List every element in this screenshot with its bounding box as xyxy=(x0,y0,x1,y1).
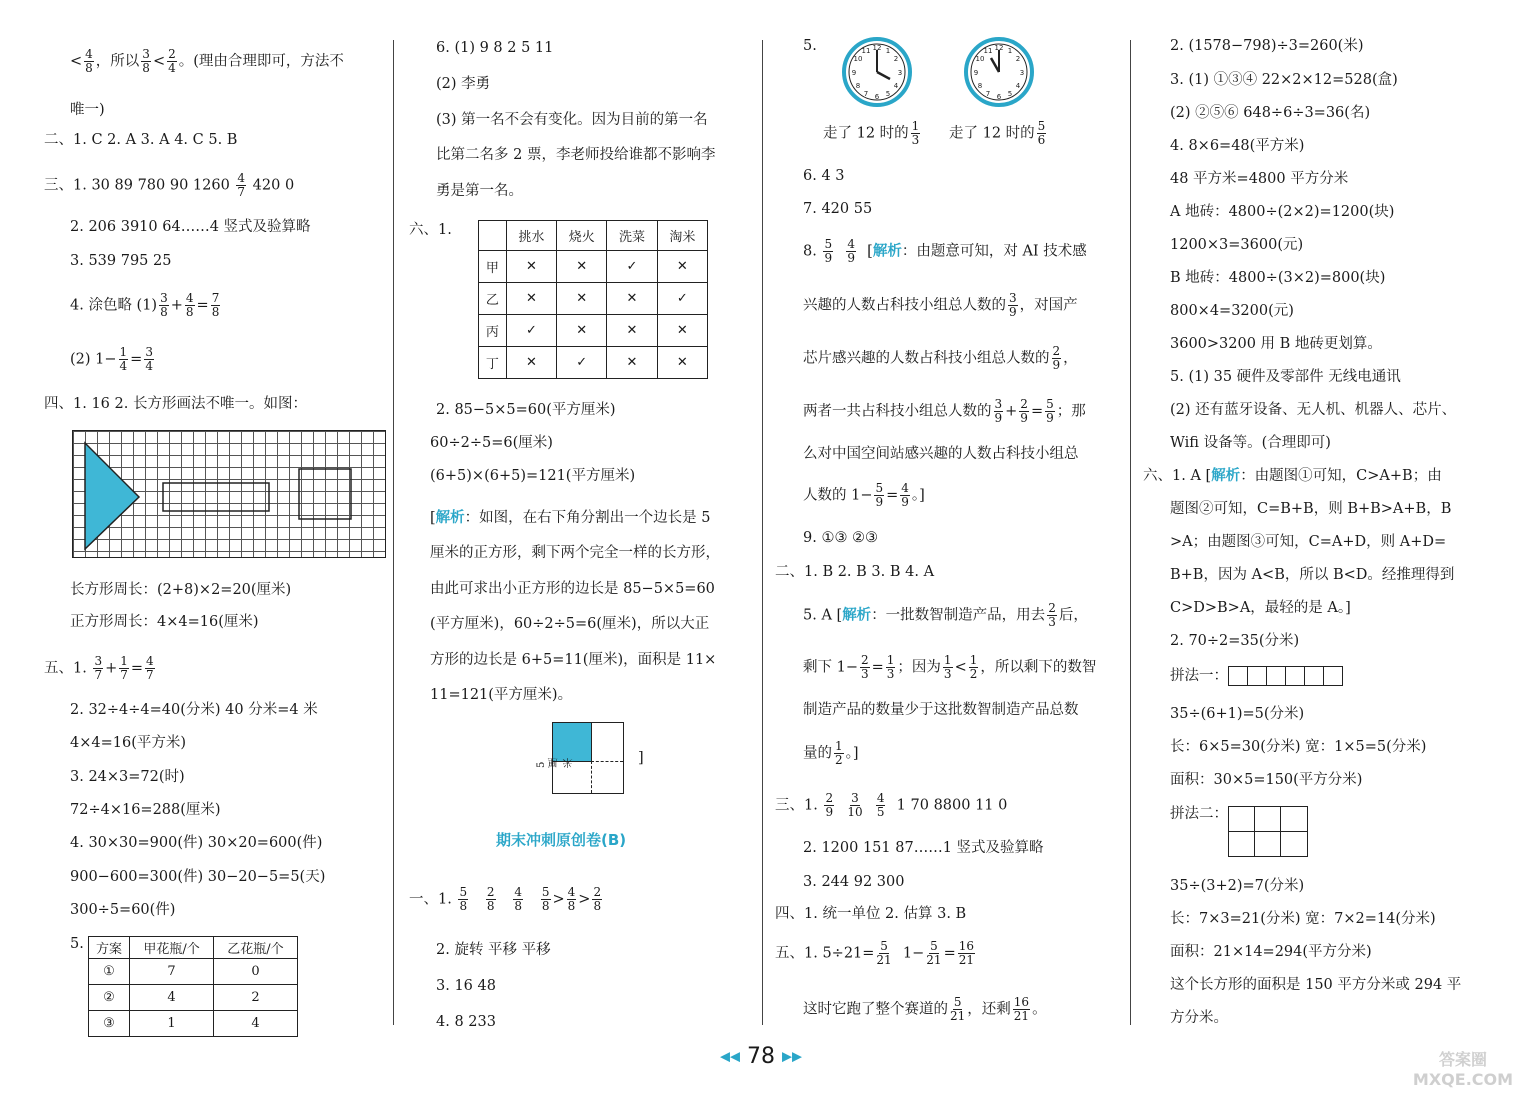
answer-line: 3. 24×3=72(时) xyxy=(70,769,185,785)
svg-text:3: 3 xyxy=(897,69,903,77)
answer-line: 5. xyxy=(70,936,84,952)
answer-line: 4×4=16(平方米) xyxy=(70,735,187,751)
clock-icon xyxy=(841,36,913,108)
svg-text:1: 1 xyxy=(1007,47,1013,55)
answer-line: 这个长方形的面积是 150 平方分米或 294 平 xyxy=(1170,977,1462,993)
answer-line: 11=121(平方厘米)。 xyxy=(430,687,573,703)
answer-line: 方形的边长是 6+5=11(厘米)，面积是 11× xyxy=(430,652,717,668)
chore-table: 挑水 烧火 洗菜 淘米 甲 ✕ ✕ ✓ ✕ 乙 ✕ ✕ ✕ ✓ 丙 ✓ ✕ ✕ ✕ 丁 ✕ ✓ ✕ ✕ xyxy=(478,220,708,379)
answer-line: 二、1. B 2. B 3. B 4. A xyxy=(775,564,935,580)
column-divider xyxy=(393,40,394,1025)
answer-line: (平方厘米)，60÷2÷5=6(厘米)，所以大正 xyxy=(430,616,710,632)
answer-line: 3. 539 795 25 xyxy=(70,253,172,269)
answer-line: 2. 旋转 平移 平移 xyxy=(436,942,551,958)
answer-line: (2) 1− $\frac{1}{4}$ = $\frac{3}{4}$ xyxy=(70,345,153,373)
closing-bracket: ] xyxy=(638,750,644,766)
answer-line: Wifi 设备等。(合理即可) xyxy=(1170,435,1331,451)
svg-text:6: 6 xyxy=(996,93,1002,101)
answer-line: 2. 85−5×5=60(平方厘米) xyxy=(436,402,616,418)
plan-table xyxy=(88,936,298,1037)
table-row: 乙 ✕ ✕ ✕ ✓ xyxy=(479,283,708,315)
arrangement-one-figure xyxy=(1228,666,1343,686)
answer-line: 2. (1578−798)÷3=260(米) xyxy=(1170,38,1364,54)
square-shape xyxy=(299,469,351,519)
clock-caption: 走了 12 时的 $\frac{1}{3}$ xyxy=(823,119,920,147)
clock-icon xyxy=(963,36,1035,108)
page-number: 78 xyxy=(747,1044,775,1069)
answer-line: 拼法一： xyxy=(1170,668,1228,684)
table-row: 甲 ✕ ✕ ✓ ✕ xyxy=(479,251,708,283)
svg-text:4: 4 xyxy=(893,82,899,90)
answer-line: 2. 1200 151 87……1 竖式及验算略 xyxy=(803,840,1044,856)
answer-line: B 地砖：4800÷(3×2)=800(块) xyxy=(1170,270,1386,286)
svg-text:12: 12 xyxy=(994,44,1004,52)
svg-text:11: 11 xyxy=(861,47,871,55)
answer-line: 900−600=300(件) 30−20−5=5(天) xyxy=(70,869,326,885)
answer-line: 兴趣的人数占科技小组总人数的 $\frac{3}{9}$ ，对国产 xyxy=(803,291,1078,319)
svg-text:6: 6 xyxy=(874,93,880,101)
answer-line: 1200×3=3600(元) xyxy=(1170,237,1304,253)
answer-line: 五、1. 5÷21= $\frac{5}{21}$ 1− $\frac{5}{21}$ = $\frac{16}{21}$ xyxy=(775,939,975,967)
answer-line: 35÷(6+1)=5(分米) xyxy=(1170,706,1305,722)
svg-text:5: 5 xyxy=(1007,90,1013,98)
answer-line: 2. 206 3910 64……4 竖式及验算略 xyxy=(70,219,311,235)
grid-figure xyxy=(72,430,386,558)
table-header: 乙花瓶/个 xyxy=(214,937,298,959)
answer-line: 4. 8 233 xyxy=(436,1014,496,1030)
table-header: 甲花瓶/个 xyxy=(130,937,214,959)
answer-line: 二、1. C 2. A 3. A 4. C 5. B xyxy=(44,132,238,148)
svg-text:9: 9 xyxy=(851,69,857,77)
answer-line: 9. ①③ ②③ xyxy=(803,530,879,546)
answer-line: 7. 420 55 xyxy=(803,201,873,217)
prev-arrow-icon: ◀◀ xyxy=(720,1049,740,1065)
svg-text:7: 7 xyxy=(985,90,991,98)
clock-caption: 走了 12 时的 $\frac{5}{6}$ xyxy=(949,119,1046,147)
answer-line: 方分米。 xyxy=(1170,1010,1228,1026)
answer-line: 面积：21×14=294(平方分米) xyxy=(1170,944,1372,960)
answer-line: 五、1. $\frac{3}{7}$ + $\frac{1}{7}$ = $\frac{4}{7}$ xyxy=(44,654,154,682)
answer-line: 60÷2÷5=6(厘米) xyxy=(430,435,553,451)
answer-line: 六、1. A [解析：由题图①可知，C>A+B；由 xyxy=(1143,467,1442,484)
answer-line: 8. $\frac{5}{9}$ $\frac{4}{9}$ [解析：由题意可知，对 AI 技术感 xyxy=(803,237,1087,265)
answer-line: 3. (1) ①③④ 22×2×12=528(盒) xyxy=(1170,72,1398,88)
answer-line: 35÷(3+2)=7(分米) xyxy=(1170,878,1305,894)
svg-text:10: 10 xyxy=(975,55,985,63)
answer-line: B+B，因为 A<B，所以 B<D。经推理得到 xyxy=(1170,567,1455,583)
column-divider xyxy=(1130,40,1131,1025)
answer-line: 3. 244 92 300 xyxy=(803,874,905,890)
svg-text:8: 8 xyxy=(855,82,861,90)
svg-text:2: 2 xyxy=(893,55,899,63)
svg-text:12: 12 xyxy=(872,44,882,52)
svg-text:7: 7 xyxy=(863,90,869,98)
shapes-on-grid xyxy=(73,431,385,557)
answer-line: 量的 $\frac{1}{2}$ 。] xyxy=(803,739,859,767)
answer-line: 么对中国空间站感兴趣的人数占科技小组总 xyxy=(803,446,1079,462)
answer-line: 四、1. 统一单位 2. 估算 3. B xyxy=(775,906,967,922)
answer-line: 2. 70÷2=35(分米) xyxy=(1170,633,1300,649)
page-footer xyxy=(720,1044,802,1069)
table-row: ② 4 2 xyxy=(89,985,298,1011)
answer-line: 正方形周长：4×4=16(厘米) xyxy=(70,614,259,630)
answer-line: 由此可求出小正方形的边长是 85−5×5=60 xyxy=(430,581,715,597)
svg-text:11: 11 xyxy=(983,47,993,55)
svg-text:10: 10 xyxy=(853,55,863,63)
arrangement-two-figure xyxy=(1228,806,1308,857)
answer-line: 六、1. xyxy=(409,222,452,238)
answer-line: 2. 32÷4÷4=40(分米) 40 分米=4 米 xyxy=(70,702,318,718)
answer-line: 4. 涂色略 (1) $\frac{3}{8}$ + $\frac{4}{8}$ = $\frac{7}{8}$ xyxy=(70,291,220,319)
answer-line: 厘米的正方形，剩下两个完全一样的长方形， xyxy=(430,545,720,561)
answer-line: 48 平方米=4800 平方分米 xyxy=(1170,171,1349,187)
answer-line: 面积：30×5=150(平方分米) xyxy=(1170,772,1363,788)
answer-line: 三、1. 30 89 780 90 1260 $\frac{4}{7}$ 420 0 xyxy=(44,171,295,199)
answer-line: 人数的 1− $\frac{5}{9}$ = $\frac{4}{9}$ 。] xyxy=(803,481,925,509)
answer-line: 5. (1) 35 硬件及零部件 无线电通讯 xyxy=(1170,369,1401,385)
answer-line: < $\frac{4}{8}$ ，所以 $\frac{3}{8}$ < $\frac{2}{4}$ 。(理由合理即可，方法不 xyxy=(70,47,344,75)
answer-line: 勇是第一名。 xyxy=(436,183,523,199)
answer-line: 3600>3200 用 B 地砖更划算。 xyxy=(1170,336,1382,352)
answer-line: 拼法二： xyxy=(1170,806,1228,822)
answer-line: (2) 还有蓝牙设备、无人机、机器人、芯片、 xyxy=(1170,402,1457,418)
answer-line: 5. xyxy=(803,38,817,54)
answer-line: 长方形周长：(2+8)×2=20(厘米) xyxy=(70,582,292,598)
answer-line: 800×4=3200(元) xyxy=(1170,303,1294,319)
answer-line: 长：6×5=30(分米) 宽：1×5=5(分米) xyxy=(1170,739,1427,755)
table-row: ① 7 0 xyxy=(89,959,298,985)
answer-line: 3. 16 48 xyxy=(436,978,496,994)
rectangle-shape xyxy=(163,483,269,511)
answer-line: >A；由题图③可知，C=A+D，则 A+D= xyxy=(1170,534,1447,550)
answer-line: 300÷5=60(件) xyxy=(70,902,176,918)
triangle-shape xyxy=(85,443,139,549)
answer-line: [解析：如图，在右下角分割出一个边长是 5 xyxy=(430,509,711,526)
answer-line: 6. (1) 9 8 2 5 11 xyxy=(436,40,554,56)
answer-line: 两者一共占科技小组总人数的 $\frac{3}{9}$ + $\frac{2}{9}$ = $\frac{5}{9}$ ；那 xyxy=(803,397,1086,425)
answer-line: 一、1. $\frac{5}{8}$ $\frac{2}{8}$ $\frac{4}{8}$ $\frac{5}{8}$ > $\frac{4}{8}$ > $\frac{2}{8}$ xyxy=(409,885,602,913)
table-row: 丙 ✓ ✕ ✕ ✕ xyxy=(479,315,708,347)
answer-line: 制造产品的数量少于这批数智制造产品总数 xyxy=(803,702,1079,718)
svg-text:4: 4 xyxy=(1015,82,1021,90)
table-row: 丁 ✕ ✓ ✕ ✕ xyxy=(479,347,708,379)
table-header: 方案 xyxy=(89,937,130,959)
next-arrow-icon: ▶▶ xyxy=(782,1049,802,1065)
answer-line: 四、1. 16 2. 长方形画法不唯一。如图： xyxy=(44,396,307,412)
section-title: 期末冲刺原创卷(B) xyxy=(496,831,627,849)
svg-text:2: 2 xyxy=(1015,55,1021,63)
answer-line: 题图②可知，C=B+B，则 B+B>A+B，B xyxy=(1170,501,1452,517)
answer-line: A 地砖：4800÷(2×2)=1200(块) xyxy=(1170,204,1395,220)
answer-line: (6+5)×(6+5)=121(平方厘米) xyxy=(430,468,636,484)
svg-text:3: 3 xyxy=(1019,69,1025,77)
answer-line: (2) ②⑤⑥ 648÷6÷3=36(名) xyxy=(1170,105,1371,121)
answer-line: 6. 4 3 xyxy=(803,168,845,184)
answer-line: 4. 8×6=48(平方米) xyxy=(1170,138,1305,154)
answer-line: 剩下 1− $\frac{2}{3}$ = $\frac{1}{3}$ ；因为 $\frac{1}{3}$ < $\frac{1}{2}$ ，所以剩下的数智 xyxy=(803,653,1097,681)
answer-line: 唯一) xyxy=(70,102,105,118)
watermark-logo: 答案圈 MXQE.COM xyxy=(1412,1050,1514,1089)
answer-line: 这时它跑了整个赛道的 $\frac{5}{21}$ ，还剩 $\frac{16}{21}$ 。 xyxy=(803,995,1047,1023)
answer-line: 三、1. $\frac{2}{9}$ $\frac{3}{10}$ $\frac{4}{5}$ 1 70 8800 11 0 xyxy=(775,791,1008,819)
svg-text:5: 5 xyxy=(885,90,891,98)
answer-line: 芯片感兴趣的人数占科技小组总人数的 $\frac{2}{9}$ ， xyxy=(803,344,1078,372)
answer-line: 比第二名多 2 票，李老师投给谁都不影响李 xyxy=(436,147,716,163)
table-row: ③ 1 4 xyxy=(89,1011,298,1037)
answer-line: 长：7×3=21(分米) 宽：7×2=14(分米) xyxy=(1170,911,1436,927)
answer-line: C>D>B>A，最轻的是 A。] xyxy=(1170,600,1351,616)
svg-text:9: 9 xyxy=(973,69,979,77)
answer-line: 4. 30×30=900(件) 30×20=600(件) xyxy=(70,835,323,851)
answer-line: 5. A [解析：一批数智制造产品，用去 $\frac{2}{3}$ 后， xyxy=(803,601,1088,629)
svg-text:1: 1 xyxy=(885,47,891,55)
answer-line: (3) 第一名不会有变化。因为目前的第一名 xyxy=(436,112,708,128)
answer-line: (2) 李勇 xyxy=(436,76,491,92)
svg-text:8: 8 xyxy=(977,82,983,90)
figure-side-label: 5厘米 xyxy=(536,758,575,768)
answer-line: 72÷4×16=288(厘米) xyxy=(70,802,221,818)
column-divider xyxy=(762,40,763,1025)
